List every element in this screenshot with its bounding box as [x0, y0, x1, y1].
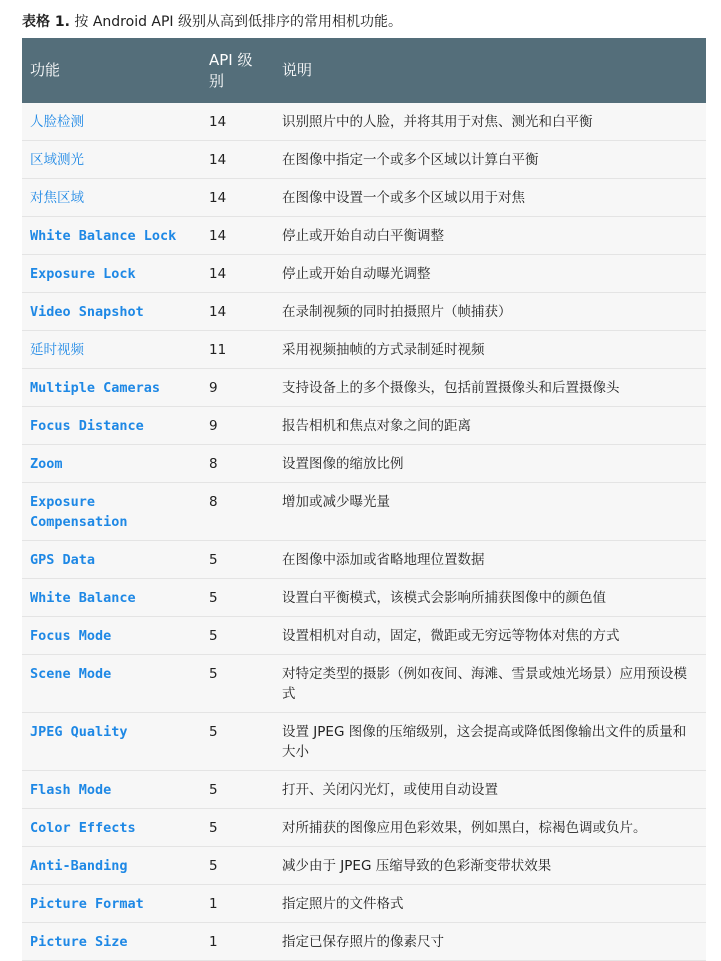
feature-link[interactable]: Flash Mode [30, 782, 112, 798]
table-row [22, 407, 706, 445]
description-cell: 采用视频抽帧的方式录制延时视频 [282, 342, 485, 358]
api-level-cell: 14 [209, 114, 227, 130]
table-row [22, 617, 706, 655]
description-cell: 支持设备上的多个摄像头，包括前置摄像头和后置摄像头 [282, 380, 620, 396]
table-body [22, 103, 706, 961]
table-row [22, 809, 706, 847]
description-cell: 在图像中指定一个或多个区域以计算白平衡 [282, 152, 539, 168]
feature-link[interactable]: JPEG Quality [30, 724, 128, 740]
feature-link[interactable]: White Balance [30, 590, 136, 606]
api-level-cell: 14 [209, 228, 227, 244]
description-cell: 报告相机和焦点对象之间的距离 [282, 418, 471, 434]
table-row [22, 255, 706, 293]
api-level-cell: 14 [209, 152, 227, 168]
feature-link[interactable]: Anti-Banding [30, 858, 128, 874]
table-row [22, 771, 706, 809]
table-caption [22, 12, 402, 32]
api-level-cell: 14 [209, 266, 227, 282]
table-row [22, 579, 706, 617]
header-description: 说明 [282, 61, 313, 79]
description-cell: 设置白平衡模式，该模式会影响所捕获图像中的颜色值 [282, 590, 606, 606]
feature-link[interactable]: Scene Mode [30, 666, 112, 682]
table-row [22, 331, 706, 369]
description-cell: 减少由于 JPEG 压缩导致的色彩渐变带状效果 [282, 858, 552, 874]
description-cell: 停止或开始自动白平衡调整 [282, 228, 444, 244]
api-level-cell: 5 [209, 724, 218, 740]
api-level-cell: 9 [209, 380, 218, 396]
feature-link[interactable]: Multiple Cameras [30, 380, 161, 396]
feature-link[interactable]: 延时视频 [30, 342, 84, 358]
feature-link[interactable]: Zoom [30, 456, 63, 472]
description-cell: 增加或减少曝光量 [282, 494, 390, 510]
description-cell: 打开、关闭闪光灯，或使用自动设置 [282, 782, 498, 798]
table-row [22, 369, 706, 407]
feature-link[interactable]: 人脸检测 [30, 114, 84, 130]
api-level-cell: 5 [209, 552, 218, 568]
description-cell: 指定照片的文件格式 [282, 896, 404, 912]
description-cell: 识别照片中的人脸，并将其用于对焦、测光和白平衡 [282, 114, 593, 130]
feature-link[interactable]: Focus Mode [30, 628, 112, 644]
table-row [22, 541, 706, 579]
table-row [22, 103, 706, 141]
feature-link[interactable]: Exposure Compensation [30, 494, 128, 530]
description-cell: 对所捕获的图像应用色彩效果，例如黑白，棕褐色调或负片。 [282, 820, 647, 836]
feature-link[interactable]: GPS Data [30, 552, 96, 568]
description-cell: 设置相机对自动，固定，微距或无穷远等物体对焦的方式 [282, 628, 620, 644]
api-level-cell: 5 [209, 782, 218, 798]
api-level-cell: 5 [209, 628, 218, 644]
api-level-cell: 5 [209, 820, 218, 836]
camera-features-table [22, 38, 706, 961]
description-cell: 停止或开始自动曝光调整 [282, 266, 431, 282]
feature-link[interactable]: Picture Size [30, 934, 128, 950]
feature-link[interactable]: Focus Distance [30, 418, 144, 434]
description-cell: 对特定类型的摄影（例如夜间、海滩、雪景或烛光场景）应用预设模式 [282, 666, 687, 702]
api-level-cell: 8 [209, 494, 218, 510]
api-level-cell: 5 [209, 666, 218, 682]
api-level-cell: 1 [209, 896, 218, 912]
api-level-cell: 11 [209, 342, 227, 358]
table-row [22, 923, 706, 961]
table-row [22, 217, 706, 255]
description-cell: 在图像中添加或省略地理位置数据 [282, 552, 485, 568]
header-api-level: API 级别 [209, 50, 253, 90]
feature-link[interactable]: Color Effects [30, 820, 136, 836]
description-cell: 设置 JPEG 图像的压缩级别，这会提高或降低图像输出文件的质量和大小 [282, 724, 687, 760]
feature-link[interactable]: 区域测光 [30, 152, 84, 168]
description-cell: 设置图像的缩放比例 [282, 456, 404, 472]
api-level-cell: 9 [209, 418, 218, 434]
feature-link[interactable]: White Balance Lock [30, 228, 177, 244]
description-cell: 在录制视频的同时拍摄照片（帧捕获） [282, 304, 512, 320]
table-row [22, 713, 706, 771]
description-cell: 在图像中设置一个或多个区域以用于对焦 [282, 190, 525, 206]
table-row [22, 483, 706, 541]
header-feature: 功能 [30, 61, 61, 79]
table-header-row [22, 38, 706, 103]
table-row [22, 847, 706, 885]
api-level-cell: 5 [209, 590, 218, 606]
table-row [22, 445, 706, 483]
api-level-cell: 8 [209, 456, 218, 472]
description-cell: 指定已保存照片的像素尺寸 [282, 934, 444, 950]
table-row [22, 293, 706, 331]
api-level-cell: 1 [209, 934, 218, 950]
feature-link[interactable]: Picture Format [30, 896, 144, 912]
table-row [22, 141, 706, 179]
feature-link[interactable]: 对焦区域 [30, 190, 84, 206]
table-row [22, 655, 706, 713]
table-caption-label: 表格 1. [22, 14, 70, 30]
table-row [22, 885, 706, 923]
feature-link[interactable]: Exposure Lock [30, 266, 136, 282]
table-row [22, 179, 706, 217]
api-level-cell: 5 [209, 858, 218, 874]
feature-link[interactable]: Video Snapshot [30, 304, 144, 320]
table-caption-text: 按 Android API 级别从高到低排序的常用相机功能。 [69, 14, 403, 30]
table-header [22, 38, 706, 103]
api-level-cell: 14 [209, 304, 227, 320]
api-level-cell: 14 [209, 190, 227, 206]
